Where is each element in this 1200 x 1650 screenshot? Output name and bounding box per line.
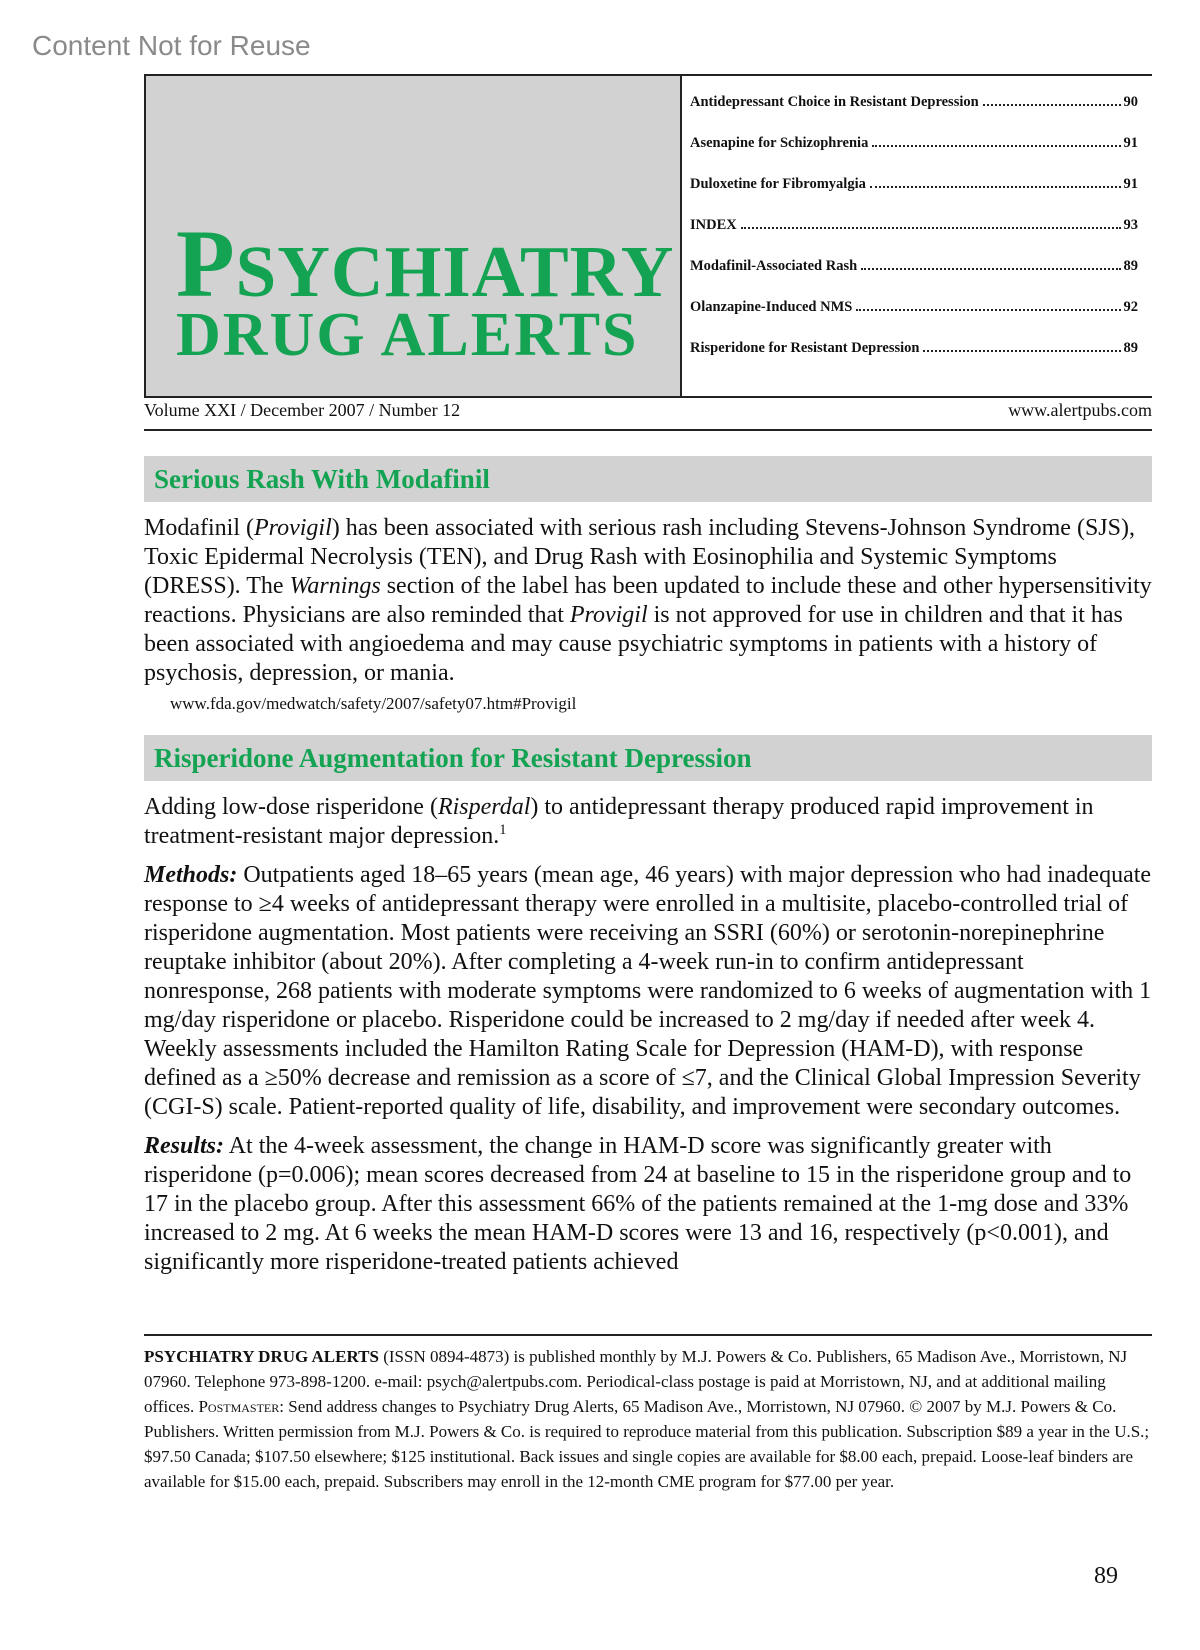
toc-item[interactable]: Risperidone for Resistant Depression 89 <box>690 340 1138 356</box>
toc-item[interactable]: Antidepressant Choice in Resistant Depression 90 <box>690 94 1138 110</box>
article-heading-modafinil: Serious Rash With Modafinil <box>144 456 1152 502</box>
toc-leader-dots <box>983 104 1121 106</box>
toc-item[interactable]: Modafinil-Associated Rash 89 <box>690 258 1138 274</box>
footer-divider <box>144 1334 1152 1336</box>
issue-volume-date: Volume XXI / December 2007 / Number 12 <box>144 400 461 420</box>
table-of-contents <box>682 76 1152 396</box>
publication-logo <box>144 76 682 396</box>
watermark-text: Content Not for Reuse <box>32 30 311 61</box>
toc-item[interactable]: INDEX 93 <box>690 217 1138 233</box>
publication-footer: PSYCHIATRY DRUG ALERTS (ISSN 0894-4873) is published monthly by M.J. Powers & Co. Publishers, 65 Madison Ave., Morristown, NJ 07960. Telephone 973-898-1200. e-mail: psych@alertpubs.com. Periodical-class postage is paid at Morristown, NJ, and at additional mailing offices. Postmaster: Send address changes to Psychiatry Drug Alerts, 65 Madison Ave., Morristown, NJ 07960. © 2007 by M.J. Powers & Co. Publishers. Written permission from M.J. Powers & Co. is required to reproduce material from this publication. Subscription $89 a year in the U.S.; $97.50 Canada; $107.50 elsewhere; $125 institutional. Back issues and single copies are available for $8.00 each, prepaid. Loose-leaf binders are available for $15.00 each, prepaid. Subscribers may enroll in the 12-month CME program for $77.00 per year. <box>144 1347 1150 1491</box>
website-link[interactable]: www.alertpubs.com <box>1008 400 1152 420</box>
toc-leader-dots <box>872 145 1120 147</box>
masthead <box>144 74 1152 398</box>
results-paragraph: Results: At the 4-week assessment, the change in HAM-D score was significantly greater with risperidone (p=0.006); mean scores decreased from 24 at baseline to 15 in the risperidone group and to 17 in the placebo group. After this assessment 66% of the patients remained at the 1-mg dose and 33% increased to 2 mg. At 6 weeks the mean HAM-D scores were 13 and 16, respectively (p<0.001), and significantly more risperidone-treated patients achieved <box>144 1133 1132 1275</box>
toc-item[interactable]: Olanzapine-Induced NMS 92 <box>690 299 1138 315</box>
paragraph: Modafinil (Provigil) has been associated with serious rash including Stevens-Johnson Syndrome (SJS), Toxic Epidermal Necrolysis (TEN), and Drug Rash with Eosinophilia and Systemic Symptoms (DRESS). The Warnings section of the label has been updated to include these and other hypersensitivity reactions. Physicians are also reminded that Provigil is not approved for use in children and that it has been associated with angioedema and may cause psychiatric symptoms in patients with a history of psychosis, depression, or mania. <box>144 515 1152 686</box>
article-body-modafinil <box>144 514 1154 688</box>
toc-leader-dots <box>923 350 1120 352</box>
source-url-link[interactable]: www.fda.gov/medwatch/safety/2007/safety07.htm#Provigil <box>170 694 577 713</box>
methods-paragraph: Methods: Outpatients aged 18–65 years (mean age, 46 years) with major depression who had inadequate response to ≥4 weeks of antidepressant therapy were enrolled in a multisite, placebo-controlled trial of risperidone augmentation. Most patients were receiving an SSRI (60%) or serotonin-norepinephrine reuptake inhibitor (about 20%). After completing a 4-week run-in to confirm antidepressant nonresponse, 268 patients with moderate symptoms were randomized to 6 weeks of augmentation with 1 mg/day risperidone or placebo. Risperidone could be increased to 2 mg/day if needed after week 4. Weekly assessments included the Hamilton Rating Scale for Depression (HAM-D), with response defined as a ≥50% decrease and remission as a score of ≤7, and the Clinical Global Impression Severity (CGI-S) scale. Patient-reported quality of life, disability, and improvement were secondary outcomes. <box>144 862 1152 1120</box>
toc-leader-dots <box>861 268 1120 270</box>
toc-item[interactable]: Asenapine for Schizophrenia 91 <box>690 135 1138 151</box>
page-number: 89 <box>1094 1563 1118 1589</box>
toc-item[interactable]: Duloxetine for Fibromyalgia 91 <box>690 176 1138 192</box>
issue-info-bar <box>144 400 1152 431</box>
toc-leader-dots <box>741 227 1121 229</box>
article-heading-risperidone: Risperidone Augmentation for Resistant Depression <box>144 735 1152 781</box>
toc-leader-dots <box>856 309 1120 311</box>
intro-paragraph: Adding low-dose risperidone (Risperdal) to antidepressant therapy produced rapid improvement in treatment-resistant major depression.$^1$ <box>144 794 1094 849</box>
article-body-risperidone <box>144 793 1154 1277</box>
logo-line-psychiatry: PSYCHIATRY <box>176 210 675 317</box>
toc-leader-dots <box>870 186 1121 188</box>
logo-line-drug-alerts: DRUG ALERTS <box>176 301 639 369</box>
